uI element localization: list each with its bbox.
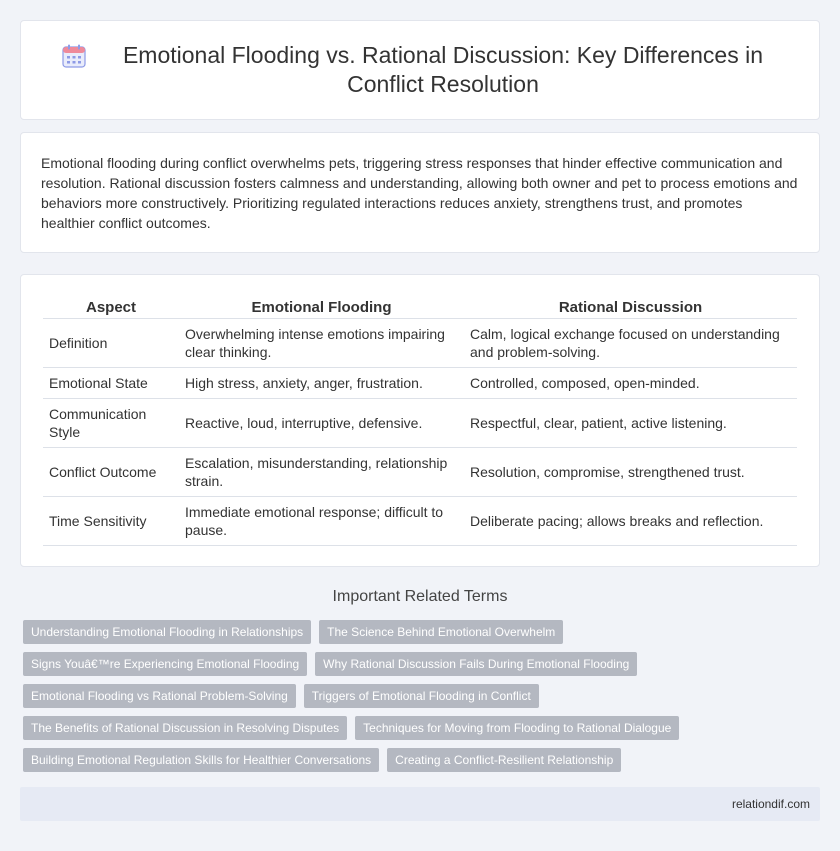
cell-flooding: Immediate emotional response; difficult to pause. — [179, 497, 464, 546]
cell-rational: Controlled, composed, open-minded. — [464, 368, 797, 399]
table-header-row — [43, 297, 797, 319]
comparison-table — [43, 297, 797, 546]
tag-row — [23, 716, 823, 740]
calendar-icon — [61, 43, 87, 69]
page-title: Emotional Flooding vs. Rational Discussion: Key Differences in Conflict Resolution — [122, 42, 764, 97]
cell-flooding: Reactive, loud, interruptive, defensive. — [179, 399, 464, 448]
header-emotional-flooding: Emotional Flooding — [179, 297, 464, 319]
header-rational-discussion: Rational Discussion — [464, 297, 797, 319]
comparison-card — [20, 274, 820, 567]
table-row — [43, 448, 797, 497]
table-row — [43, 319, 797, 368]
related-terms-list — [23, 620, 823, 780]
related-term-link[interactable]: Building Emotional Regulation Skills for Healthier Conversations — [23, 748, 379, 772]
table-row — [43, 497, 797, 546]
cell-flooding: Overwhelming intense emotions impairing clear thinking. — [179, 319, 464, 368]
related-term-link[interactable]: The Science Behind Emotional Overwhelm — [319, 620, 563, 644]
related-term-link[interactable]: Signs Youâ€™re Experiencing Emotional Flooding — [23, 652, 307, 676]
table-row — [43, 368, 797, 399]
cell-rational: Respectful, clear, patient, active listening. — [464, 399, 797, 448]
cell-aspect: Time Sensitivity — [43, 497, 179, 546]
intro-text: Emotional flooding during conflict overwhelms pets, triggering stress responses that hinder effective communication and resolution. Rational discussion fosters calmness and understanding, allowing both owner and pet to process emotions and behaviors more constructively. Prioritizing regulated interactions reduces anxiety, strengthens trust, and promotes healthier conflict outcomes. — [41, 155, 798, 231]
cell-rational: Resolution, compromise, strengthened trust. — [464, 448, 797, 497]
cell-aspect: Communication Style — [43, 399, 179, 448]
table-row — [43, 399, 797, 448]
footer-site-link[interactable]: relationdif.com — [731, 797, 810, 811]
tag-row — [23, 684, 823, 708]
related-term-link[interactable]: Why Rational Discussion Fails During Emotional Flooding — [315, 652, 637, 676]
related-term-link[interactable]: Emotional Flooding vs Rational Problem-Solving — [23, 684, 296, 708]
cell-aspect: Conflict Outcome — [43, 448, 179, 497]
header-aspect: Aspect — [43, 297, 179, 319]
tag-row — [23, 620, 823, 644]
cell-flooding: Escalation, misunderstanding, relationship strain. — [179, 448, 464, 497]
related-term-link[interactable]: Triggers of Emotional Flooding in Conflict — [304, 684, 539, 708]
cell-flooding: High stress, anxiety, anger, frustration. — [179, 368, 464, 399]
cell-aspect: Emotional State — [43, 368, 179, 399]
footer — [20, 787, 820, 821]
cell-rational: Deliberate pacing; allows breaks and reflection. — [464, 497, 797, 546]
cell-rational: Calm, logical exchange focused on understanding and problem-solving. — [464, 319, 797, 368]
tag-row — [23, 652, 823, 676]
related-term-link[interactable]: Creating a Conflict-Resilient Relationship — [387, 748, 621, 772]
related-terms-title: Important Related Terms — [332, 588, 508, 605]
header-card — [20, 20, 820, 120]
tag-row — [23, 748, 823, 772]
cell-aspect: Definition — [43, 319, 179, 368]
related-term-link[interactable]: The Benefits of Rational Discussion in Resolving Disputes — [23, 716, 347, 740]
intro-card — [20, 132, 820, 253]
related-term-link[interactable]: Techniques for Moving from Flooding to Rational Dialogue — [355, 716, 679, 740]
related-term-link[interactable]: Understanding Emotional Flooding in Relationships — [23, 620, 311, 644]
